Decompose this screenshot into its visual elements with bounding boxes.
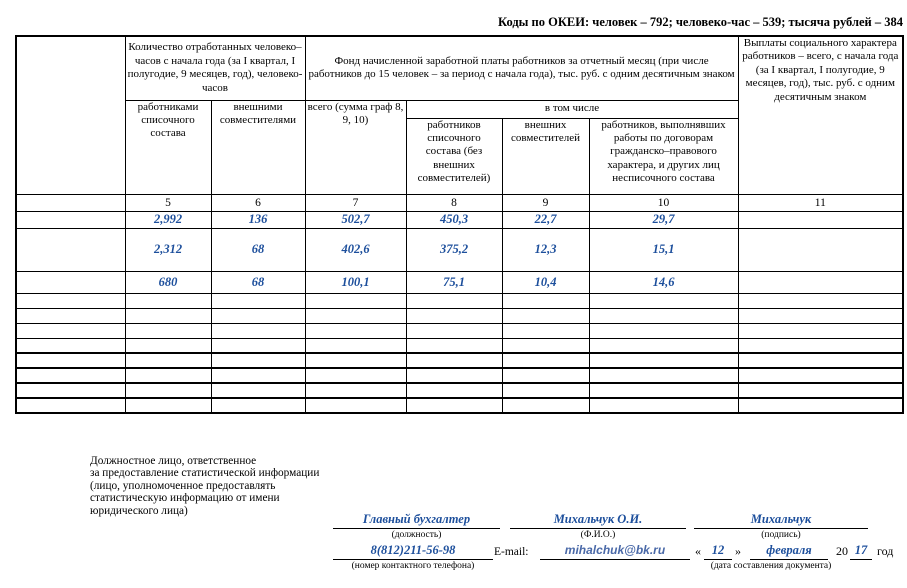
empty-row (16, 323, 903, 338)
cell-r2-c9[interactable]: 12,3 (502, 228, 589, 271)
fio-value[interactable]: Михальчук О.И. (510, 511, 686, 529)
empty-row (16, 368, 903, 383)
row-label-header-cell (16, 36, 125, 194)
col10-header: работников, выполнявших работы по договорам гражданско–правового характера, и других лиц несписочного состава (589, 118, 738, 194)
phone-value[interactable]: 8(812)211-56-98 (333, 542, 493, 560)
fio-label: (Ф.И.О.) (580, 530, 616, 540)
colnum-5: 5 (125, 194, 211, 211)
position-label: (должность) (391, 530, 442, 540)
row-label-cell[interactable] (16, 228, 125, 271)
col6-header: внешними совместителями (211, 100, 305, 194)
date-century: 20 (836, 544, 848, 558)
wage-fund-header: Фонд начисленной заработной платы работников за отчетный месяц (при числе работников до 15 человек – за период с начала года), тыс. руб. с одним десятичным знаком (305, 36, 738, 100)
email-value[interactable]: mihalchuk@bk.ru (540, 542, 690, 560)
cell-r2-c6[interactable]: 68 (211, 228, 305, 271)
hours-header: Количество отработанных человеко–часов с начала года (за I квартал, I полугодие, 9 месяцев, год), человеко-часов (125, 36, 305, 100)
cell-r1-c11[interactable] (738, 211, 903, 228)
cell-r3-c11[interactable] (738, 271, 903, 293)
okei-codes-line: Коды по ОКЕИ: человек – 792; человеко-час – 539; тысяча рублей – 384 (498, 15, 903, 29)
empty-row (16, 338, 903, 353)
signature-value[interactable]: Михальчук (694, 511, 868, 529)
position-value[interactable]: Главный бухгалтер (333, 511, 500, 529)
cell-r2-c11[interactable] (738, 228, 903, 271)
col9-header: внешних совместителей (502, 118, 589, 194)
data-row-3 (16, 271, 903, 293)
cell-r1-c10[interactable]: 29,7 (589, 211, 738, 228)
date-day-value[interactable]: 12 (704, 542, 732, 560)
date-label: (дата составления документа) (710, 561, 832, 571)
cell-r1-c6[interactable]: 136 (211, 211, 305, 228)
email-label: E-mail: (494, 546, 529, 558)
fio-field (510, 511, 686, 540)
cell-r2-c8[interactable]: 375,2 (406, 228, 502, 271)
signature-field (694, 511, 868, 540)
cell-r1-c5[interactable]: 2,992 (125, 211, 211, 228)
phone-field (333, 542, 493, 571)
empty-row (16, 383, 903, 398)
row-label-cell[interactable] (16, 271, 125, 293)
date-field (692, 542, 897, 571)
colnum-blank (16, 194, 125, 211)
cell-r2-c5[interactable]: 2,312 (125, 228, 211, 271)
cell-r3-c6[interactable]: 68 (211, 271, 305, 293)
data-row-2 (16, 228, 903, 271)
cell-r3-c5[interactable]: 680 (125, 271, 211, 293)
empty-row (16, 293, 903, 308)
colnum-9: 9 (502, 194, 589, 211)
official-person-note: Должностное лицо, ответственное за предоставление статистической информации (лицо, уполномоченное предоставлять статистическую информацию от имени юридического лица) (90, 455, 320, 517)
colnum-11: 11 (738, 194, 903, 211)
cell-r2-c7[interactable]: 402,6 (305, 228, 406, 271)
data-row-1 (16, 211, 903, 228)
cell-r1-c7[interactable]: 502,7 (305, 211, 406, 228)
date-year-word: год (877, 544, 894, 558)
colnum-8: 8 (406, 194, 502, 211)
cell-r3-c7[interactable]: 100,1 (305, 271, 406, 293)
colnum-6: 6 (211, 194, 305, 211)
colnum-10: 10 (589, 194, 738, 211)
colnum-7: 7 (305, 194, 406, 211)
date-year-value[interactable]: 17 (850, 542, 872, 560)
email-field (540, 542, 690, 560)
empty-row (16, 398, 903, 413)
position-field (333, 511, 500, 540)
empty-row (16, 353, 903, 368)
empty-row (16, 308, 903, 323)
col7-header: всего (сумма граф 8, 9, 10) (305, 100, 406, 194)
col8-header: работников списочного состава (без внешних совместителей) (406, 118, 502, 194)
cell-r1-c9[interactable]: 22,7 (502, 211, 589, 228)
col5-header: работниками списочного состава (125, 100, 211, 194)
column-number-row (16, 194, 903, 211)
including-header: в том числе (406, 100, 738, 118)
cell-r1-c8[interactable]: 450,3 (406, 211, 502, 228)
date-month-value[interactable]: февраля (750, 542, 828, 560)
cell-r3-c9[interactable]: 10,4 (502, 271, 589, 293)
quote-open: « (695, 544, 701, 558)
signature-label: (подпись) (761, 530, 801, 540)
cell-r3-c10[interactable]: 14,6 (589, 271, 738, 293)
quote-close: » (735, 544, 741, 558)
cell-r3-c8[interactable]: 75,1 (406, 271, 502, 293)
p4-statistics-table (15, 35, 904, 414)
cell-r2-c10[interactable]: 15,1 (589, 228, 738, 271)
phone-label: (номер контактного телефона) (351, 561, 475, 571)
social-payments-header: Выплаты социального характера работников – всего, с начала года (за I квартал, I полугодие, 9 месяцев, год), тыс. руб. с одним десятичным знаком (738, 36, 903, 194)
row-label-cell[interactable] (16, 211, 125, 228)
